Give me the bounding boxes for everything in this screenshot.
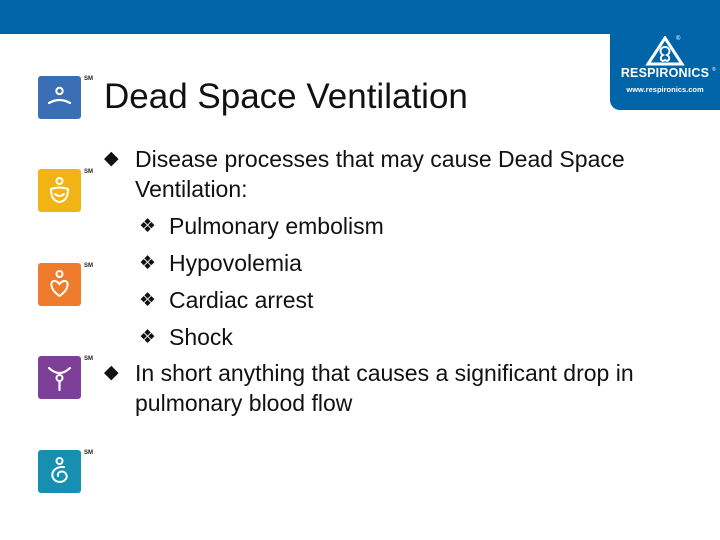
top-banner (0, 0, 720, 34)
bullet-text: In short anything that causes a significant drop in pulmonary blood flow (135, 360, 634, 416)
embrace-icon (38, 169, 81, 212)
bullet-item (104, 144, 704, 204)
service-mark: SM (84, 450, 93, 456)
sub-bullet-item (104, 282, 704, 319)
respironics-logo (610, 34, 720, 110)
four-diamond-bullet-icon: ❖ (139, 216, 157, 237)
bullet-text: Disease processes that may cause Dead Space Ventilation: (135, 146, 625, 202)
heart-icon (38, 263, 81, 306)
four-diamond-bullet-icon: ❖ (139, 290, 157, 311)
four-diamond-bullet-icon: ❖ (139, 253, 157, 274)
service-mark: SM (84, 76, 93, 82)
purple-raised-arms-symbol (38, 356, 93, 399)
sub-bullet-item (104, 245, 704, 282)
slide-title: Dead Space Ventilation (104, 77, 468, 116)
logo-name: RESPIRONICS (620, 66, 710, 80)
person-icon (38, 76, 81, 119)
blue-person-symbol (38, 76, 93, 119)
sub-bullet-text: Cardiac arrest (169, 287, 314, 313)
service-mark: SM (84, 356, 93, 362)
four-diamond-bullet-icon: ❖ (139, 327, 157, 348)
registered-mark: ® (676, 36, 681, 42)
yellow-embrace-symbol (38, 169, 93, 212)
registered-mark: ® (712, 67, 716, 73)
cradle-icon (38, 450, 81, 493)
respironics-emblem-icon (642, 36, 688, 66)
sub-bullet-text: Pulmonary embolism (169, 213, 384, 239)
logo-url: www.respironics.com (626, 85, 704, 94)
bullet-item (104, 358, 704, 418)
diamond-bullet-icon: ◆ (104, 148, 119, 169)
service-mark: SM (84, 169, 93, 175)
diamond-bullet-icon: ◆ (104, 362, 119, 383)
sub-bullet-text: Hypovolemia (169, 250, 302, 276)
sub-bullet-item (104, 208, 704, 245)
service-mark: SM (84, 263, 93, 269)
raised-arms-icon (38, 356, 81, 399)
orange-heart-symbol (38, 263, 93, 306)
sub-bullet-item (104, 319, 704, 356)
teal-cradle-symbol (38, 450, 93, 493)
bullet-list (104, 144, 704, 418)
sub-bullet-text: Shock (169, 324, 233, 350)
